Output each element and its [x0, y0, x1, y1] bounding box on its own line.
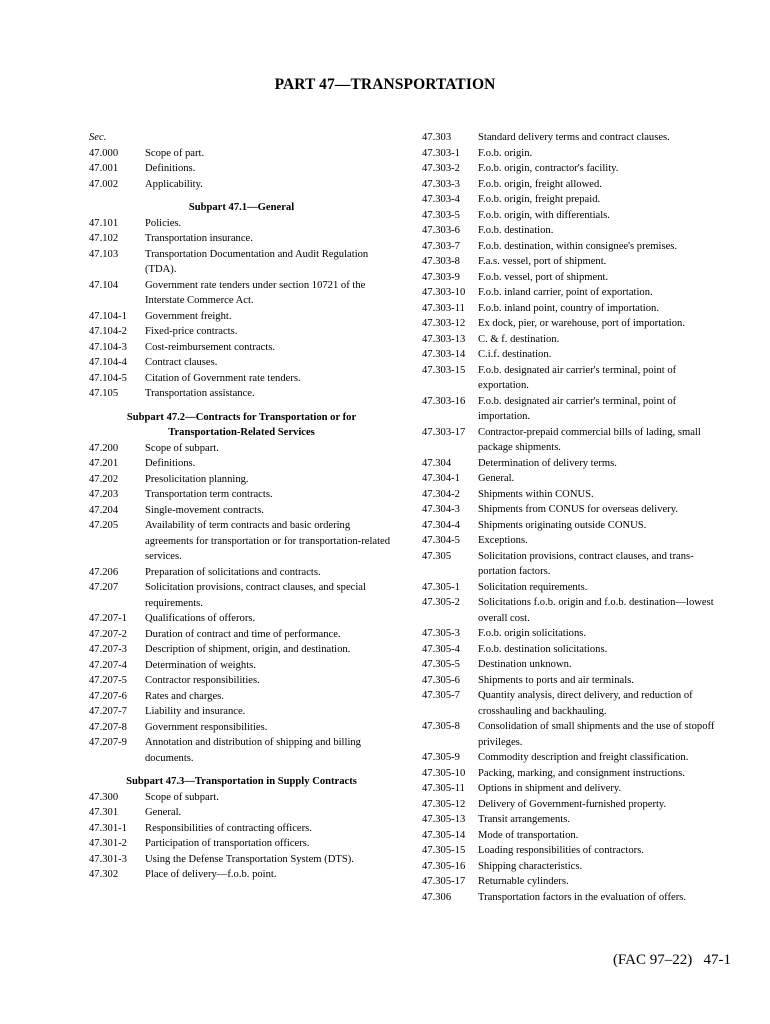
- sec-label: Sec.: [89, 132, 107, 143]
- section-title: Liability and insurance.: [145, 706, 246, 717]
- subpart-47-2-list: [89, 441, 394, 767]
- section-number: 47.305-1: [422, 581, 460, 593]
- toc-entry: [89, 821, 394, 837]
- section-number: 47.303-1: [422, 147, 460, 159]
- section-number: 47.303-12: [422, 318, 466, 329]
- section-title: Presolicitation planning.: [145, 473, 249, 485]
- toc-entry: [89, 324, 394, 340]
- section-number: 47.202: [89, 473, 119, 485]
- section-number: 47.303-11: [422, 302, 465, 314]
- section-number: 47.303-10: [422, 287, 466, 298]
- toc-entry: [89, 146, 394, 162]
- toc-entry: [89, 689, 394, 705]
- section-number: 47.207-4: [89, 659, 127, 671]
- section-title: Exceptions.: [478, 535, 528, 546]
- section-number: 47.204: [89, 504, 119, 516]
- section-number: 47.303-8: [422, 256, 460, 267]
- section-title: C.i.f. destination.: [478, 349, 552, 360]
- section-number: 47.303-4: [422, 194, 460, 205]
- section-number: 47.306: [422, 891, 452, 903]
- toc-entry: [89, 642, 394, 658]
- section-title: Government rate tenders under section 10721 of the Interstate Commerce Act.: [145, 279, 366, 306]
- toc-entry: [422, 285, 727, 301]
- section-title: F.o.b. inland carrier, point of exportation.: [478, 287, 653, 298]
- section-title: Using the Defense Transportation System (DTS).: [145, 853, 354, 865]
- toc-entry: [422, 688, 727, 719]
- section-title: Place of delivery—f.o.b. point.: [145, 869, 277, 880]
- toc-entry: [422, 859, 727, 875]
- section-number: 47.305-12: [422, 798, 466, 810]
- toc-entry: [89, 805, 394, 821]
- section-number: 47.301-1: [89, 822, 127, 834]
- section-number: 47.305-10: [422, 767, 466, 779]
- toc-entry: [89, 231, 394, 247]
- toc-entry: [89, 309, 394, 325]
- section-number: 47.301-3: [89, 853, 127, 865]
- section-number: 47.304-2: [422, 488, 460, 500]
- toc-entry: [422, 673, 727, 689]
- toc-entry: [422, 239, 727, 255]
- section-number: 47.104-1: [89, 310, 127, 322]
- toc-entry: [422, 502, 727, 518]
- section-title: Transit arrangements.: [478, 814, 570, 825]
- section-title: Government responsibilities.: [145, 721, 268, 733]
- section-title: General.: [478, 473, 515, 484]
- section-number: 47.200: [89, 442, 119, 454]
- toc-entry: [422, 843, 727, 859]
- section-number: 47.002: [89, 178, 119, 190]
- section-number: 47.301-2: [89, 838, 127, 849]
- section-number: 47.304-5: [422, 535, 460, 546]
- section-title: Applicability.: [145, 178, 203, 190]
- toc-entry: [422, 533, 727, 549]
- section-title: Solicitations f.o.b. origin and f.o.b. destination—lowest overall cost.: [478, 597, 714, 624]
- toc-entry: [422, 580, 727, 596]
- section-number: 47.104-2: [89, 326, 127, 337]
- toc-entry: [422, 363, 727, 394]
- section-title: Transportation Documentation and Audit Regulation (TDA).: [145, 248, 369, 275]
- section-number: 47.207: [89, 582, 119, 593]
- section-title: F.o.b. origin, with differentials.: [478, 209, 610, 221]
- section-title: Citation of Government rate tenders.: [145, 372, 301, 384]
- toc-entry: [89, 611, 394, 627]
- toc-entry: [422, 208, 727, 224]
- subpart-47-3-list: [89, 790, 394, 883]
- section-title: Government freight.: [145, 310, 232, 322]
- section-number: 47.301: [89, 807, 119, 818]
- section-title: Scope of subpart.: [145, 442, 219, 454]
- section-number: 47.201: [89, 458, 119, 469]
- toc-entry: [422, 316, 727, 332]
- section-title: Contractor-prepaid commercial bills of lading, small package shipments.: [478, 426, 701, 453]
- section-title: C. & f. destination.: [478, 333, 560, 345]
- section-title: Availability of term contracts and basic ordering agreements for transportation or for transportation-related services.: [145, 520, 391, 562]
- section-number: 47.305-6: [422, 674, 460, 686]
- toc-entry: [422, 812, 727, 828]
- section-title: Contractor responsibilities.: [145, 675, 260, 686]
- section-number: 47.304: [422, 457, 452, 469]
- section-title: Consolidation of small shipments and the use of stopoff privileges.: [478, 721, 715, 748]
- section-title: F.o.b. destination.: [478, 225, 554, 236]
- section-number: 47.105: [89, 388, 119, 399]
- toc-entry: [422, 626, 727, 642]
- section-number: 47.207-6: [89, 690, 127, 702]
- toc-entry: [89, 161, 394, 177]
- section-title: Description of shipment, origin, and destination.: [145, 644, 351, 655]
- section-title: F.o.b. destination solicitations.: [478, 643, 608, 655]
- section-number: 47.305-14: [422, 829, 466, 841]
- section-title: Solicitation requirements.: [478, 581, 588, 593]
- toc-entry: [422, 270, 727, 286]
- section-number: 47.304-1: [422, 473, 460, 484]
- toc-entry: [422, 177, 727, 193]
- toc-entry: [89, 472, 394, 488]
- section-number: 47.303: [422, 132, 452, 143]
- section-title: F.o.b. origin, contractor's facility.: [478, 163, 619, 174]
- toc-entry: [89, 503, 394, 519]
- section-title: Commodity description and freight classification.: [478, 752, 689, 763]
- toc-entry: [89, 658, 394, 674]
- section-title: Determination of weights.: [145, 659, 256, 671]
- section-title: Transportation insurance.: [145, 233, 253, 244]
- toc-entry: [422, 828, 727, 844]
- toc-entry: [422, 595, 727, 626]
- toc-entry: [422, 192, 727, 208]
- section-number: 47.207-9: [89, 737, 127, 748]
- section-title: Returnable cylinders.: [478, 876, 569, 887]
- toc-entry: [89, 627, 394, 643]
- toc-entry: [422, 146, 727, 162]
- toc-entry: [89, 177, 394, 193]
- toc-entry: [89, 867, 394, 883]
- section-number: 47.304-4: [422, 519, 460, 531]
- section-title: Solicitation provisions, contract clauses, and trans-portation factors.: [478, 550, 694, 577]
- section-number: 47.207-1: [89, 613, 127, 624]
- toc-entry: [89, 836, 394, 852]
- toc-entry: [422, 874, 727, 890]
- section-number: 47.207-2: [89, 628, 127, 640]
- toc-entry: [422, 394, 727, 425]
- section-title: Shipping characteristics.: [478, 860, 583, 872]
- section-number: 47.305-2: [422, 597, 460, 608]
- toc-entry: [89, 386, 394, 402]
- toc-entry: [422, 719, 727, 750]
- section-number: 47.102: [89, 233, 119, 244]
- section-number: 47.303-14: [422, 349, 466, 360]
- section-number: 47.305-7: [422, 690, 460, 701]
- section-number: 47.305-4: [422, 643, 460, 655]
- toc-entry: [89, 580, 394, 611]
- toc-entry: [89, 247, 394, 278]
- left-column: [89, 130, 394, 883]
- toc-entry: [422, 890, 727, 906]
- toc-entry: [422, 347, 727, 363]
- page-footer: (FAC 97–22) 47-1: [612, 952, 731, 968]
- section-title: Single-movement contracts.: [145, 504, 264, 516]
- section-title: Determination of delivery terms.: [478, 457, 617, 469]
- section-title: Contract clauses.: [145, 357, 218, 368]
- section-title: Rates and charges.: [145, 690, 224, 702]
- right-column: [422, 130, 727, 905]
- toc-entry: [89, 278, 394, 309]
- section-number: 47.300: [89, 791, 119, 803]
- section-number: 47.305-13: [422, 814, 466, 825]
- toc-entry: [422, 750, 727, 766]
- toc-entry: [422, 425, 727, 456]
- section-number: 47.305: [422, 550, 452, 562]
- section-title: Participation of transportation officers.: [145, 838, 310, 849]
- section-title: F.o.b. origin, freight prepaid.: [478, 194, 601, 205]
- toc-entry: [89, 456, 394, 472]
- section-title: Shipments from CONUS for overseas delivery.: [478, 504, 678, 515]
- section-number: 47.304-3: [422, 504, 460, 515]
- section-title: Ex dock, pier, or warehouse, port of importation.: [478, 318, 685, 329]
- toc-entry: [422, 471, 727, 487]
- section-number: 47.104-3: [89, 341, 127, 353]
- section-title: F.o.b. origin, freight allowed.: [478, 178, 602, 190]
- toc-entry: [89, 441, 394, 457]
- section-title: Transportation factors in the evaluation of offers.: [478, 891, 687, 903]
- subpart-47-2-heading-line2: Transportation-Related Services: [168, 427, 315, 438]
- section-number: 47.303-2: [422, 163, 460, 174]
- section-title: Solicitation provisions, contract clauses, and special requirements.: [145, 582, 366, 609]
- section-number: 47.000: [89, 147, 119, 159]
- section-title: F.o.b. designated air carrier's terminal, point of exportation.: [478, 364, 677, 391]
- section-number: 47.305-9: [422, 752, 460, 763]
- section-number: 47.207-8: [89, 721, 127, 733]
- section-number: 47.303-7: [422, 240, 460, 252]
- section-number: 47.305-11: [422, 783, 465, 794]
- toc-entry: [89, 565, 394, 581]
- section-number: 47.103: [89, 248, 119, 260]
- section-number: 47.001: [89, 163, 119, 174]
- section-number: 47.305-5: [422, 659, 460, 670]
- toc-entry: [89, 704, 394, 720]
- toc-entry: [422, 130, 727, 146]
- toc-entry: [89, 673, 394, 689]
- page-title: PART 47—TRANSPORTATION: [274, 76, 496, 93]
- toc-entry: [89, 518, 394, 565]
- section-number: 47.206: [89, 566, 119, 578]
- section-title: Transportation term contracts.: [145, 489, 273, 500]
- toc-entry: [422, 161, 727, 177]
- toc-entry: [89, 852, 394, 868]
- section-title: Shipments within CONUS.: [478, 488, 594, 500]
- section-title: Delivery of Government-furnished property.: [478, 798, 667, 810]
- intro-list: [89, 146, 394, 193]
- section-number: 47.303-16: [422, 395, 466, 407]
- section-number: 47.101: [89, 217, 119, 229]
- section-title: Duration of contract and time of performance.: [145, 628, 341, 640]
- toc-entry: [422, 766, 727, 782]
- section-title: General.: [145, 807, 182, 818]
- toc-entry: [422, 456, 727, 472]
- toc-entry: [422, 797, 727, 813]
- section-title: Options in shipment and delivery.: [478, 783, 622, 794]
- section-title: F.o.b. vessel, port of shipment.: [478, 271, 609, 283]
- section-title: Fixed-price contracts.: [145, 326, 238, 337]
- section-title: Mode of transportation.: [478, 829, 579, 841]
- section-title: Shipments originating outside CONUS.: [478, 519, 647, 531]
- section-number: 47.205: [89, 520, 119, 531]
- section-title: F.a.s. vessel, port of shipment.: [478, 256, 607, 267]
- toc-entry: [89, 340, 394, 356]
- toc-entry: [89, 355, 394, 371]
- subpart-47-3-heading: Subpart 47.3—Transportation in Supply Contracts: [126, 776, 357, 787]
- toc-entry: [422, 549, 727, 580]
- section-title: F.o.b. origin solicitations.: [478, 628, 587, 639]
- section-title: F.o.b. destination, within consignee's premises.: [478, 240, 678, 252]
- toc-entry: [89, 790, 394, 806]
- section-title: Quantity analysis, direct delivery, and reduction of crosshauling and backhauling.: [478, 690, 693, 717]
- section-number: 47.104-5: [89, 372, 127, 384]
- toc-entry: [422, 332, 727, 348]
- section-title: Standard delivery terms and contract clauses.: [478, 132, 670, 143]
- subpart-47-1-list: [89, 216, 394, 402]
- section-number: 47.203: [89, 489, 119, 500]
- toc-entry: [422, 518, 727, 534]
- toc-entry: [89, 487, 394, 503]
- toc-entry: [422, 301, 727, 317]
- section-title: Definitions.: [145, 163, 196, 174]
- section-number: 47.303-13: [422, 333, 466, 345]
- section-number: 47.305-15: [422, 845, 466, 856]
- subpart-47-1-heading: Subpart 47.1—General: [188, 202, 295, 213]
- section-title: F.o.b. designated air carrier's terminal, point of importation.: [478, 395, 677, 422]
- section-title: Shipments to ports and air terminals.: [478, 674, 634, 686]
- section-title: Scope of subpart.: [145, 791, 219, 803]
- section-number: 47.305-3: [422, 628, 460, 639]
- section-title: Packing, marking, and consignment instructions.: [478, 767, 685, 779]
- section-number: 47.303-6: [422, 225, 460, 236]
- subpart-47-2-heading-line1: Subpart 47.2—Contracts for Transportation or for: [126, 411, 357, 423]
- section-number: 47.207-3: [89, 644, 127, 655]
- section-title: F.o.b. inland point, country of importation.: [478, 302, 659, 314]
- toc-entry: [89, 216, 394, 232]
- section-title: Loading responsibilities of contractors.: [478, 845, 644, 856]
- section-number: 47.305-17: [422, 876, 466, 887]
- section-title: Policies.: [145, 217, 182, 229]
- section-title: Annotation and distribution of shipping and billing documents.: [145, 737, 361, 764]
- section-number: 47.207-7: [89, 706, 127, 717]
- section-title: Scope of part.: [145, 147, 205, 159]
- section-number: 47.302: [89, 869, 119, 880]
- section-number: 47.305-16: [422, 860, 466, 872]
- section-number: 47.104-4: [89, 357, 127, 368]
- section-title: Preparation of solicitations and contracts.: [145, 566, 321, 578]
- toc-entry: [422, 657, 727, 673]
- toc-entry: [422, 487, 727, 503]
- toc-entry: [422, 254, 727, 270]
- section-number: 47.207-5: [89, 675, 127, 686]
- toc-entry: [422, 781, 727, 797]
- toc-entry: [89, 371, 394, 387]
- section-number: 47.303-5: [422, 209, 460, 221]
- section-number: 47.303-9: [422, 271, 460, 283]
- toc-entry: [422, 642, 727, 658]
- section-number: 47.303-15: [422, 364, 466, 376]
- section-title: F.o.b. origin.: [478, 147, 533, 159]
- section-title: Qualifications of offerors.: [145, 613, 256, 624]
- section-title: Responsibilities of contracting officers.: [145, 822, 312, 834]
- section-title: Cost-reimbursement contracts.: [145, 341, 276, 353]
- section-number: 47.305-8: [422, 721, 460, 732]
- section-title: Transportation assistance.: [145, 388, 255, 399]
- section-title: Destination unknown.: [478, 659, 572, 670]
- section-number: 47.303-17: [422, 426, 466, 438]
- toc-entry: [422, 223, 727, 239]
- subpart-47-3-list-continued: [422, 130, 727, 905]
- section-title: Definitions.: [145, 458, 196, 469]
- section-number: 47.104: [89, 279, 119, 291]
- toc-entry: [89, 735, 394, 766]
- toc-entry: [89, 720, 394, 736]
- section-number: 47.303-3: [422, 178, 460, 190]
